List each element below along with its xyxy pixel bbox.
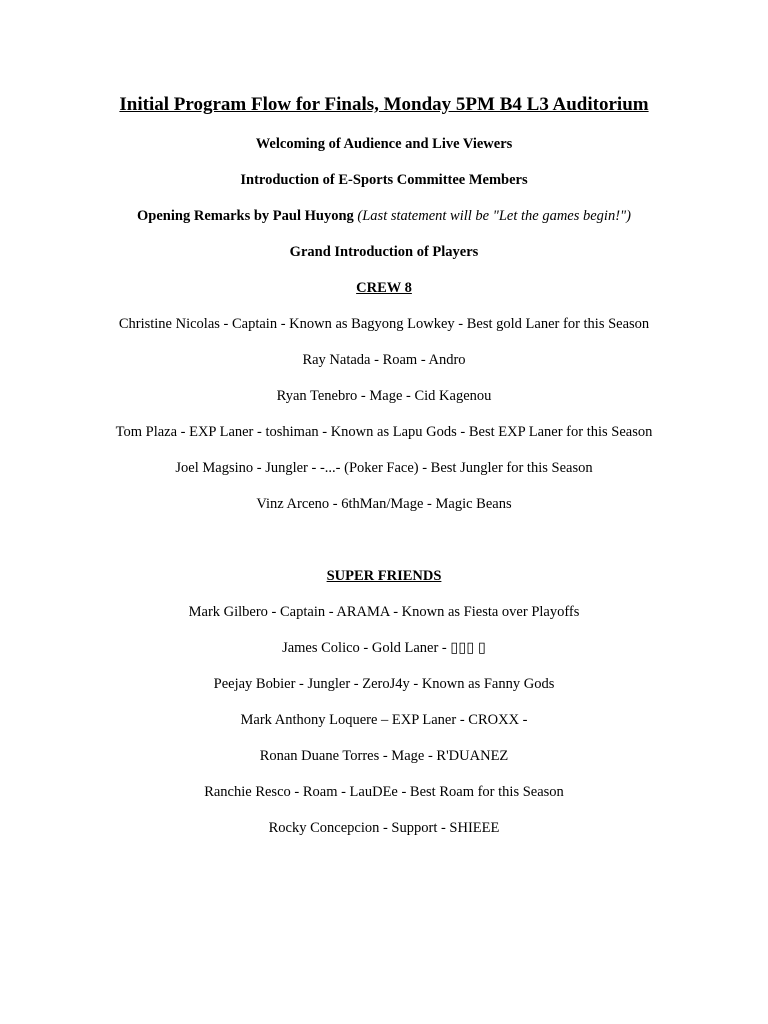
- player-line: Christine Nicolas - Captain - Known as Bagyong Lowkey - Best gold Laner for this Season: [118, 316, 650, 332]
- player-line: Rocky Concepcion - Support - SHIEEE: [268, 820, 500, 836]
- player-line: Vinz Arceno - 6thMan/Mage - Magic Beans: [256, 496, 512, 512]
- player-line: Ryan Tenebro - Mage - Cid Kagenou: [276, 388, 492, 404]
- team-heading-crew-8: CREW 8: [356, 280, 412, 296]
- player-line: Mark Gilbero - Captain - ARAMA - Known as Fiesta over Playoffs: [188, 604, 580, 620]
- program-introduction: Introduction of E-Sports Committee Members: [240, 172, 528, 188]
- player-line: James Colico - Gold Laner - ▯▯▯ ▯: [282, 640, 486, 656]
- player-line: Peejay Bobier - Jungler - ZeroJ4y - Known as Fanny Gods: [213, 676, 555, 692]
- player-line: Ronan Duane Torres - Mage - R'DUANEZ: [259, 748, 509, 764]
- opening-remarks-note: (Last statement will be "Let the games begin!"): [357, 208, 631, 224]
- player-line: Ranchie Resco - Roam - LauDEe - Best Roam for this Season: [204, 784, 564, 800]
- player-line: Ray Natada - Roam - Andro: [302, 352, 466, 368]
- player-line: Mark Anthony Loquere – EXP Laner - CROXX -: [240, 712, 528, 728]
- document-title: Initial Program Flow for Finals, Monday 5PM B4 L3 Auditorium: [119, 94, 649, 115]
- player-line: Joel Magsino - Jungler - -...- (Poker Face) - Best Jungler for this Season: [175, 460, 593, 476]
- program-grand-intro: Grand Introduction of Players: [289, 244, 479, 260]
- player-line: Tom Plaza - EXP Laner - toshiman - Known as Lapu Gods - Best EXP Laner for this Season: [115, 424, 653, 440]
- team-heading-super-friends: SUPER FRIENDS: [326, 568, 442, 584]
- program-welcoming: Welcoming of Audience and Live Viewers: [255, 136, 513, 152]
- program-opening-remarks: [0, 207, 768, 225]
- opening-remarks-label: Opening Remarks by Paul Huyong: [137, 208, 354, 224]
